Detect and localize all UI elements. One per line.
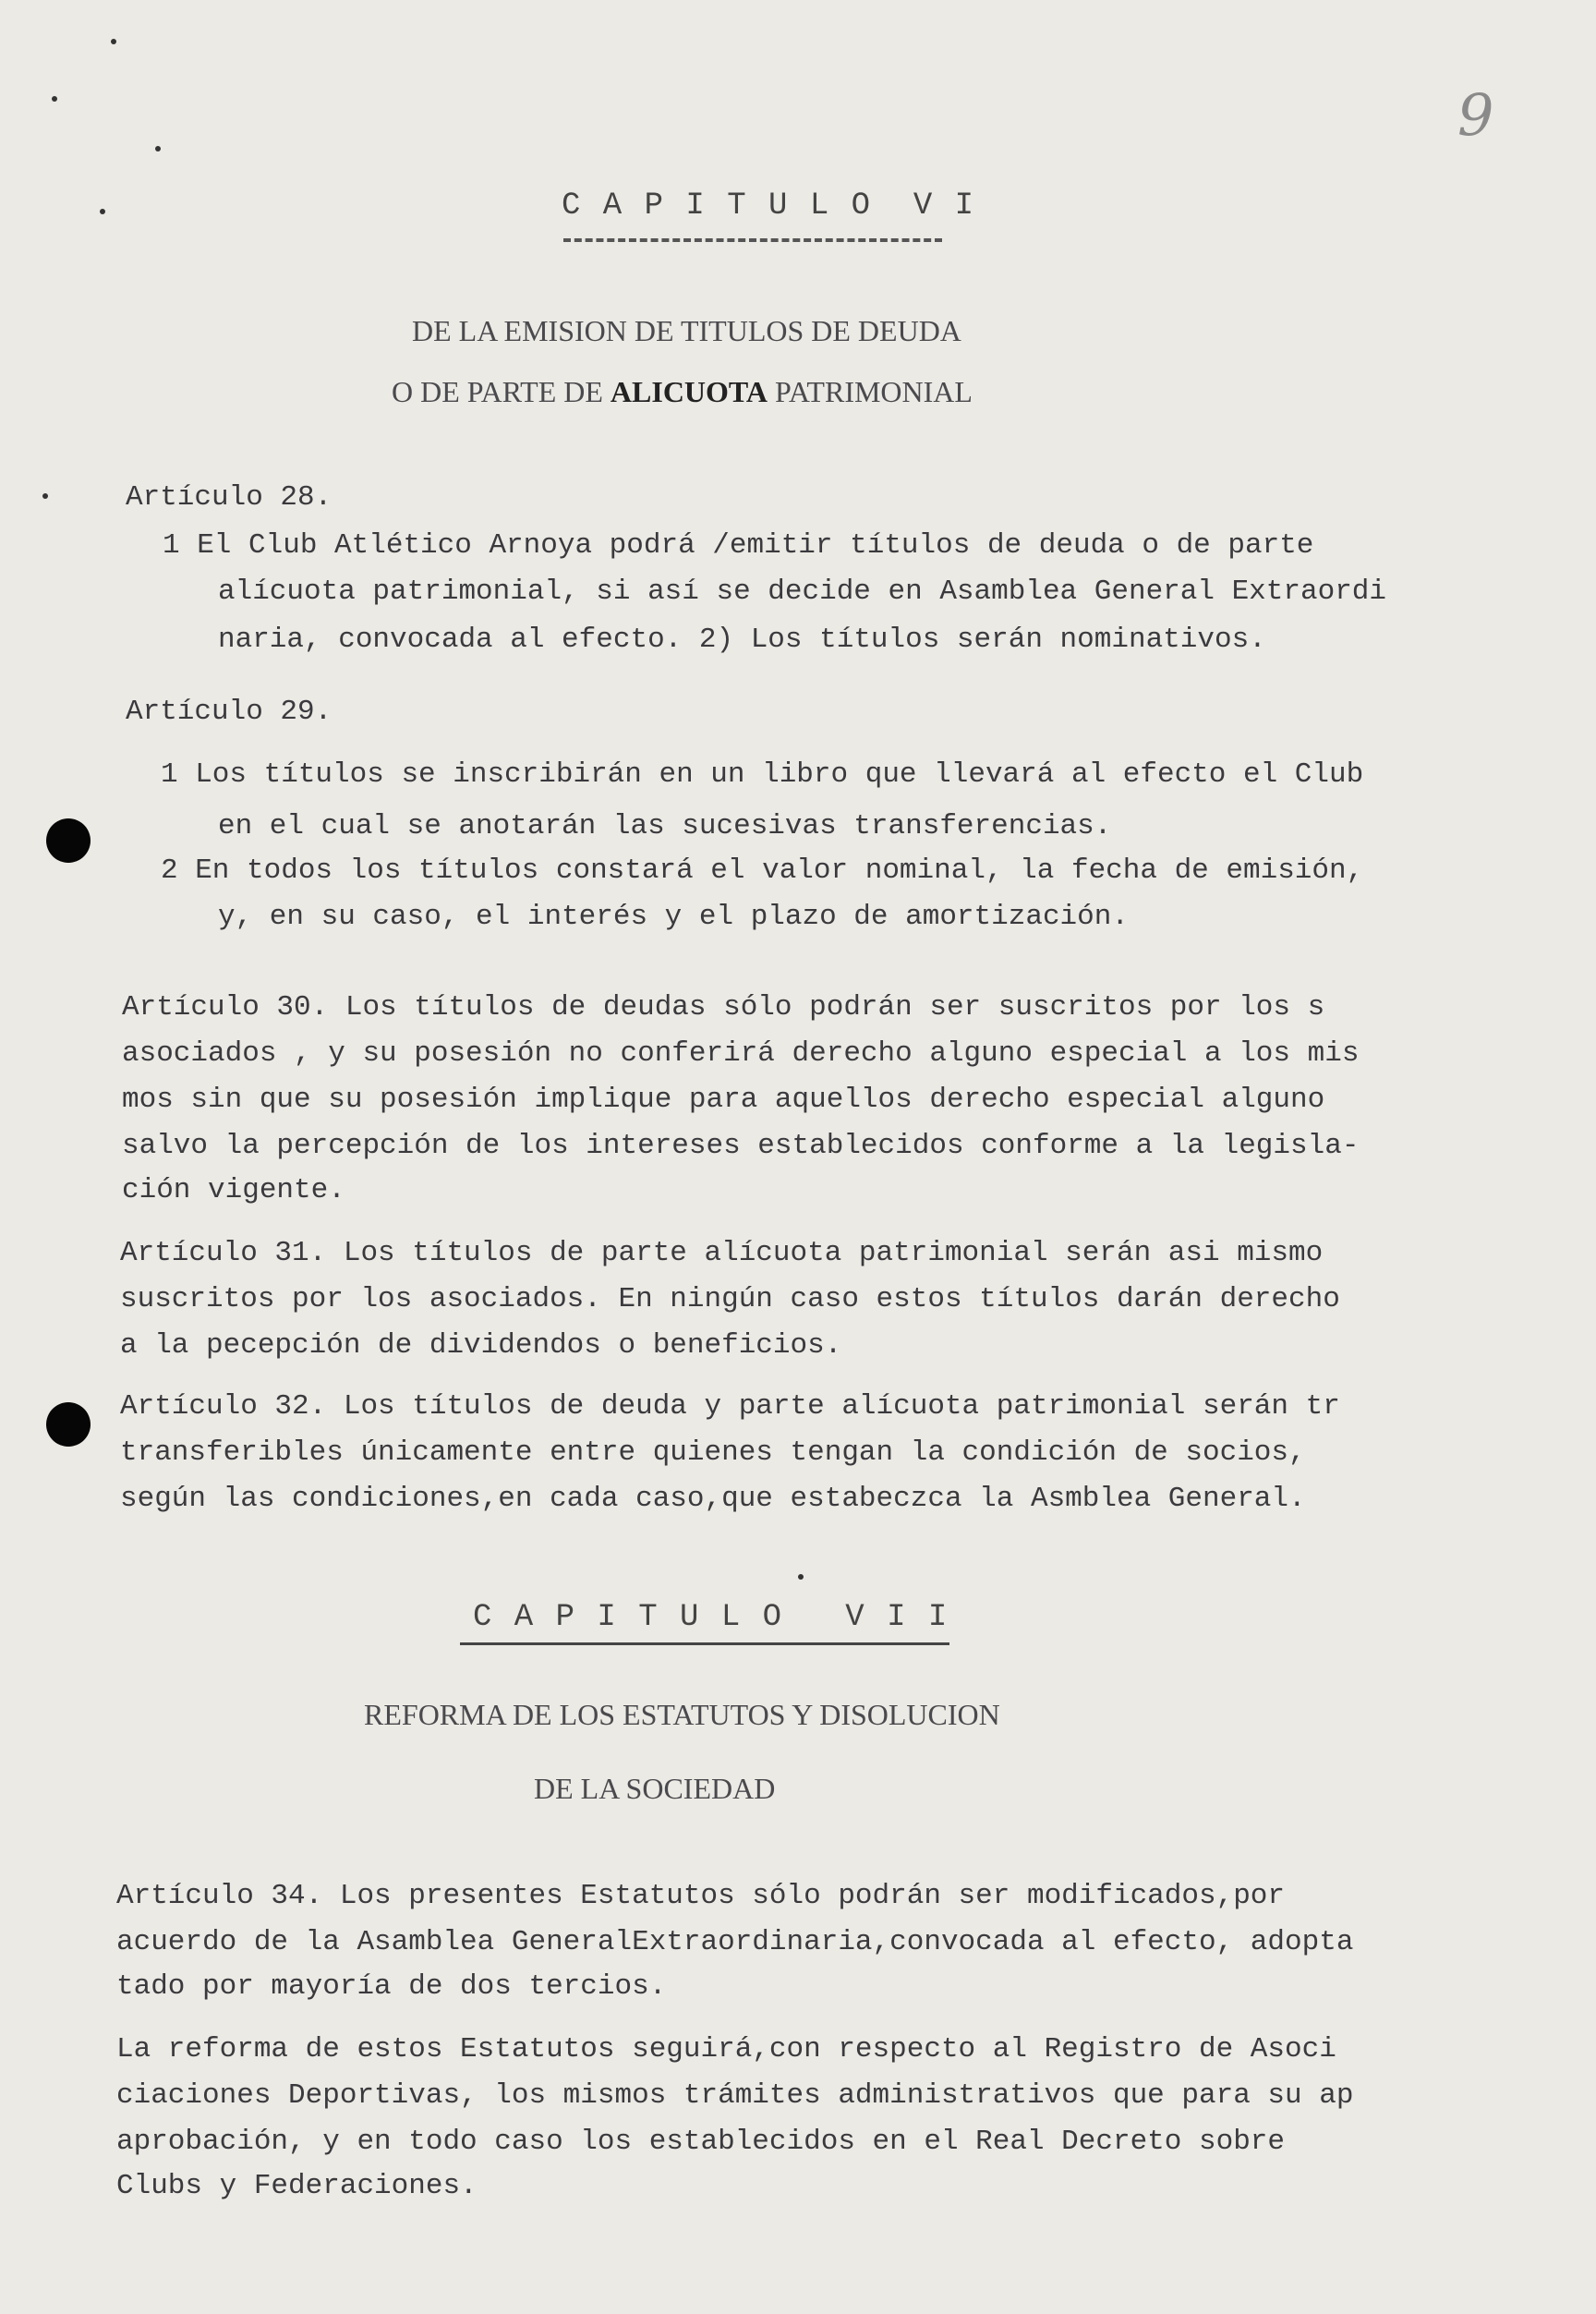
art29-line: y, en su caso, el interés y el plazo de amortización. <box>218 901 1129 933</box>
art28-heading: Artículo 28. <box>126 481 332 514</box>
chapter-vi-title: C A P I T U L O V I <box>562 188 976 224</box>
page-number: 9 <box>1457 81 1494 149</box>
art28-line: naria, convocada al efecto. 2) Los títulos serán nominativos. <box>218 624 1266 656</box>
paper-speck <box>100 209 105 214</box>
art31-line: Artículo 31. Los títulos de parte alícuota patrimonial serán asi mismo <box>120 1237 1324 1269</box>
paper-speck <box>798 1574 804 1580</box>
art34-paragraph2-line: La reforma de estos Estatutos seguirá,con respecto al Registro de Asoci <box>116 2033 1336 2066</box>
art31-line: suscritos por los asociados. En ningún caso estos títulos darán derecho <box>120 1283 1340 1315</box>
art31-line: a la pecepción de dividendos o beneficios. <box>120 1329 842 1362</box>
art32-line: transferibles únicamente entre quienes tengan la condición de socios, <box>120 1436 1306 1469</box>
paper-speck <box>111 39 116 44</box>
art34-paragraph2-line: Clubs y Federaciones. <box>116 2170 478 2202</box>
paper-speck <box>155 146 161 151</box>
art32-line: según las condiciones,en cada caso,que estabeczca la Asmblea General. <box>120 1483 1306 1515</box>
chapter-vi-subtitle-1: DE LA EMISION DE TITULOS DE DEUDA <box>412 314 961 347</box>
art30-line: asociados , y su posesión no conferirá derecho alguno especial a los mis <box>122 1037 1360 1070</box>
chapter-vii-title: C A P I T U L O V I I <box>473 1600 949 1635</box>
art29-line: 1 Los títulos se inscribirán en un libro que llevará al efecto el Club <box>161 758 1364 791</box>
chapter-vii-underline <box>460 1642 949 1645</box>
art32-line: Artículo 32. Los títulos de deuda y parte alícuota patrimonial serán tr <box>120 1390 1340 1423</box>
art28-line: alícuota patrimonial, si así se decide en Asamblea General Extraordi <box>218 575 1387 608</box>
art28-line: 1 El Club Atlético Arnoya podrá /emitir títulos de deuda o de parte <box>163 529 1314 562</box>
art29-heading: Artículo 29. <box>126 696 332 728</box>
art34-line: Artículo 34. Los presentes Estatutos sólo podrán ser modificados,por <box>116 1880 1286 1912</box>
punch-hole <box>46 1402 91 1447</box>
subtitle-prefix: O DE PARTE DE <box>392 375 611 408</box>
chapter-vii-subtitle-2: DE LA SOCIEDAD <box>534 1772 776 1805</box>
art34-line: tado por mayoría de dos tercios. <box>116 1970 667 2003</box>
art34-paragraph2-line: ciaciones Deportivas, los mismos trámites administrativos que para su ap <box>116 2079 1354 2112</box>
art30-line: salvo la percepción de los intereses establecidos conforme a la legisla- <box>122 1130 1360 1162</box>
art30-line: ción vigente. <box>122 1174 345 1206</box>
paper-speck <box>52 96 57 102</box>
art34-line: acuerdo de la Asamblea GeneralExtraordinaria,convocada al efecto, adopta <box>116 1926 1354 1958</box>
subtitle-bold-word: ALICUOTA <box>610 375 768 408</box>
art30-line: mos sin que su posesión implique para aquellos derecho especial alguno <box>122 1084 1325 1116</box>
punch-hole <box>46 818 91 863</box>
art29-line: 2 En todos los títulos constará el valor nominal, la fecha de emisión, <box>161 854 1364 887</box>
paper-speck <box>42 493 48 499</box>
art34-paragraph2-line: aprobación, y en todo caso los establecidos en el Real Decreto sobre <box>116 2126 1286 2158</box>
art30-line: Artículo 30. Los títulos de deudas sólo podrán ser suscritos por los s <box>122 991 1325 1024</box>
subtitle-suffix: PATRIMONIAL <box>768 375 973 408</box>
chapter-vi-subtitle-2 <box>392 375 973 409</box>
chapter-vi-underline <box>563 238 942 242</box>
chapter-vii-subtitle-1: REFORMA DE LOS ESTATUTOS Y DISOLUCION <box>364 1698 1000 1731</box>
art29-line: en el cual se anotarán las sucesivas transferencias. <box>218 810 1112 842</box>
